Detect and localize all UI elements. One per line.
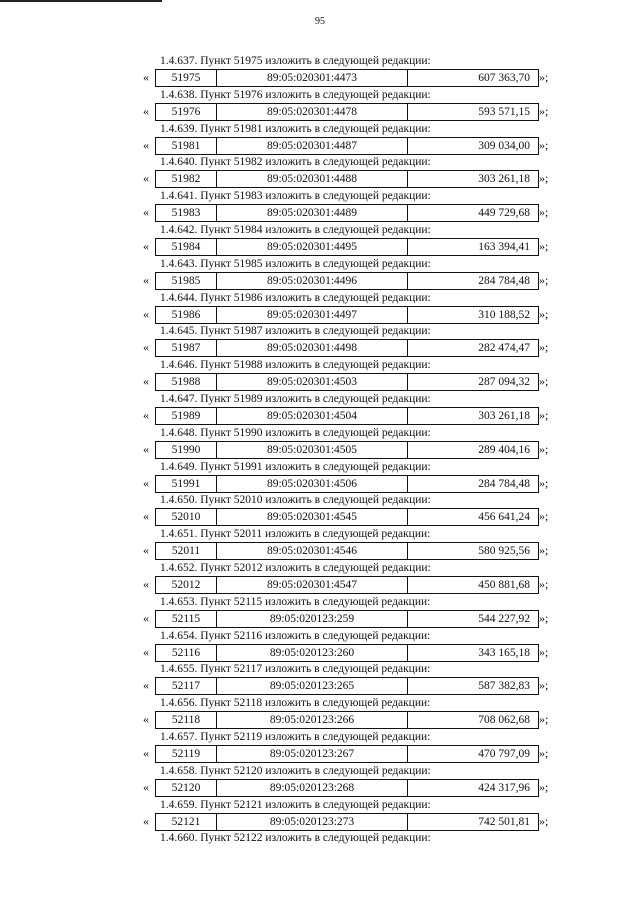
close-quote: »;: [539, 644, 549, 659]
close-quote: »;: [539, 543, 549, 558]
row-cells: [155, 576, 539, 594]
row-cells: [155, 813, 539, 831]
item-heading: 1.4.642. Пункт 51984 изложить в следующей редакции:: [160, 223, 431, 236]
close-quote: »;: [539, 441, 549, 456]
close-quote: »;: [539, 103, 549, 118]
close-quote: »;: [539, 205, 549, 220]
item-heading: 1.4.657. Пункт 52119 изложить в следующей редакции:: [160, 730, 431, 743]
item-number-cell: 52011: [156, 543, 217, 559]
amendment-item: [0, 122, 640, 156]
item-heading: 1.4.649. Пункт 51991 изложить в следующей редакции:: [160, 460, 431, 473]
row-cells: [155, 441, 539, 459]
close-quote: »;: [539, 813, 549, 828]
item-number-cell: 51989: [156, 408, 217, 424]
open-quote: «: [143, 340, 149, 355]
close-quote: »;: [539, 374, 549, 389]
open-quote: «: [143, 678, 149, 693]
close-quote: »;: [539, 272, 549, 287]
cadastral-number-cell: 89:05:020301:4547: [217, 577, 408, 593]
cadastral-number-cell: 89:05:020123:265: [217, 678, 408, 694]
close-quote: »;: [539, 137, 549, 152]
row-cells: [155, 272, 539, 290]
table-row: [143, 508, 563, 525]
item-heading: 1.4.652. Пункт 52012 изложить в следующей редакции:: [160, 561, 431, 574]
item-heading: 1.4.638. Пункт 51976 изложить в следующей редакции:: [160, 88, 431, 101]
table-row: [143, 677, 563, 694]
row-cells: [155, 508, 539, 526]
amendment-item: [0, 54, 640, 88]
cadastral-number-cell: 89:05:020123:273: [217, 814, 408, 830]
cadastral-number-cell: 89:05:020301:4498: [217, 340, 408, 356]
table-row: [143, 103, 563, 120]
close-quote: »;: [539, 509, 549, 524]
row-cells: [155, 644, 539, 662]
row-cells: [155, 170, 539, 188]
item-heading: 1.4.647. Пункт 51989 изложить в следующей редакции:: [160, 392, 431, 405]
value-cell: 287 094,32: [478, 376, 530, 389]
amendment-item: [0, 561, 640, 595]
open-quote: «: [143, 70, 149, 84]
amendment-item: [0, 629, 640, 663]
item-heading: 1.4.655. Пункт 52117 изложить в следующей редакции:: [160, 663, 431, 676]
value-cell: 424 317,96: [478, 781, 530, 794]
open-quote: «: [143, 137, 149, 152]
open-quote: «: [143, 576, 149, 591]
cadastral-number-cell: 89:05:020301:4546: [217, 543, 408, 559]
close-quote: »;: [539, 712, 549, 727]
amendment-item: [0, 764, 640, 798]
value-cell: 708 062,68: [478, 714, 530, 727]
amendment-item: [0, 358, 640, 392]
open-quote: «: [143, 306, 149, 321]
item-number-cell: 52012: [156, 577, 217, 593]
table-row: [143, 610, 563, 627]
item-heading: 1.4.637. Пункт 51975 изложить в следующей редакции:: [160, 55, 431, 67]
value-cell: 282 474,47: [478, 342, 530, 355]
item-number-cell: 52116: [156, 645, 217, 661]
cadastral-number-cell: 89:05:020301:4487: [217, 138, 408, 154]
cadastral-number-cell: 89:05:020301:4506: [217, 476, 408, 492]
value-cell: 449 729,68: [478, 207, 530, 220]
table-row: [143, 576, 563, 593]
item-number-cell: 51975: [156, 70, 217, 86]
cadastral-number-cell: 89:05:020301:4497: [217, 307, 408, 323]
row-cells: [155, 711, 539, 729]
item-heading: 1.4.658. Пункт 52120 изложить в следующей редакции:: [160, 764, 431, 777]
cadastral-number-cell: 89:05:020123:259: [217, 611, 408, 627]
item-number-cell: 52121: [156, 814, 217, 830]
close-quote: »;: [539, 306, 549, 321]
open-quote: «: [143, 374, 149, 389]
value-cell: 343 165,18: [478, 646, 530, 659]
amendment-item: [0, 730, 640, 764]
row-cells: [155, 339, 539, 357]
row-cells: [155, 238, 539, 256]
row-cells: [155, 677, 539, 695]
item-number-cell: 51987: [156, 340, 217, 356]
table-row: [143, 204, 563, 221]
item-number-cell: 51981: [156, 138, 217, 154]
value-cell: 580 925,56: [478, 545, 530, 558]
page-number: 95: [315, 16, 325, 27]
table-row: [143, 306, 563, 323]
item-number-cell: 52115: [156, 611, 217, 627]
cadastral-number-cell: 89:05:020301:4473: [217, 70, 408, 86]
open-quote: «: [143, 610, 149, 625]
close-quote: »;: [539, 779, 549, 794]
open-quote: «: [143, 813, 149, 828]
cadastral-number-cell: 89:05:020301:4504: [217, 408, 408, 424]
item-heading: 1.4.660. Пункт 52122 изложить в следующей редакции:: [160, 832, 431, 845]
open-quote: «: [143, 171, 149, 186]
cadastral-number-cell: 89:05:020123:267: [217, 746, 408, 762]
cadastral-number-cell: 89:05:020301:4489: [217, 205, 408, 221]
cadastral-number-cell: 89:05:020123:268: [217, 780, 408, 796]
item-number-cell: 52010: [156, 509, 217, 525]
value-cell: 163 394,41: [478, 240, 530, 253]
item-heading: 1.4.648. Пункт 51990 изложить в следующей редакции:: [160, 426, 431, 439]
cadastral-number-cell: 89:05:020301:4503: [217, 374, 408, 390]
row-cells: [155, 779, 539, 797]
amendment-item: [0, 155, 640, 189]
document-body: [0, 54, 640, 845]
item-heading: 1.4.651. Пункт 52011 изложить в следующей редакции:: [160, 528, 431, 541]
item-heading: 1.4.645. Пункт 51987 изложить в следующей редакции:: [160, 325, 431, 338]
open-quote: «: [143, 272, 149, 287]
open-quote: «: [143, 509, 149, 524]
cadastral-number-cell: 89:05:020301:4488: [217, 171, 408, 187]
close-quote: »;: [539, 745, 549, 760]
value-cell: 742 501,81: [478, 815, 530, 828]
item-number-cell: 51986: [156, 307, 217, 323]
table-row: [143, 272, 563, 289]
item-number-cell: 51976: [156, 104, 217, 120]
item-number-cell: 51985: [156, 273, 217, 289]
close-quote: »;: [539, 171, 549, 186]
cadastral-number-cell: 89:05:020123:260: [217, 645, 408, 661]
item-number-cell: 52120: [156, 780, 217, 796]
item-number-cell: 52119: [156, 746, 217, 762]
open-quote: «: [143, 779, 149, 794]
table-row: [143, 407, 563, 424]
row-cells: [155, 542, 539, 560]
table-row: [143, 475, 563, 492]
close-quote: »;: [539, 576, 549, 591]
cadastral-number-cell: 89:05:020301:4545: [217, 509, 408, 525]
value-cell: 470 797,09: [478, 747, 530, 760]
item-heading: 1.4.650. Пункт 52010 изложить в следующей редакции:: [160, 494, 431, 507]
amendment-item: [0, 189, 640, 223]
open-quote: «: [143, 407, 149, 422]
amendment-item: [0, 88, 640, 122]
item-heading: 1.4.643. Пункт 51985 изложить в следующей редакции:: [160, 257, 431, 270]
close-quote: »;: [539, 340, 549, 355]
close-quote: »;: [539, 678, 549, 693]
row-cells: [155, 103, 539, 121]
row-cells: [155, 745, 539, 763]
row-cells: [155, 306, 539, 324]
table-row: [143, 238, 563, 255]
cadastral-number-cell: 89:05:020301:4496: [217, 273, 408, 289]
value-cell: 607 363,70: [478, 72, 530, 84]
amendment-item: [0, 223, 640, 257]
table-row: [143, 441, 563, 458]
amendment-item: [0, 460, 640, 494]
value-cell: 303 261,18: [478, 173, 530, 186]
item-heading: 1.4.640. Пункт 51982 изложить в следующей редакции:: [160, 156, 431, 169]
item-heading: 1.4.646. Пункт 51988 изложить в следующей редакции:: [160, 359, 431, 372]
row-cells: [155, 204, 539, 222]
open-quote: «: [143, 475, 149, 490]
value-cell: 593 571,15: [478, 105, 530, 118]
value-cell: 544 227,92: [478, 612, 530, 625]
item-heading: 1.4.654. Пункт 52116 изложить в следующей редакции:: [160, 629, 431, 642]
table-row: [143, 813, 563, 830]
cadastral-number-cell: 89:05:020301:4505: [217, 442, 408, 458]
amendment-item: [0, 257, 640, 291]
amendment-item: [0, 798, 640, 832]
amendment-item: [0, 527, 640, 561]
value-cell: 284 784,48: [478, 274, 530, 287]
value-cell: 450 881,68: [478, 578, 530, 591]
close-quote: »;: [539, 238, 549, 253]
value-cell: 289 404,16: [478, 443, 530, 456]
cadastral-number-cell: 89:05:020301:4495: [217, 239, 408, 255]
row-cells: [155, 69, 539, 87]
table-row: [143, 711, 563, 728]
table-row: [143, 373, 563, 390]
open-quote: «: [143, 103, 149, 118]
open-quote: «: [143, 205, 149, 220]
close-quote: »;: [539, 407, 549, 422]
amendment-item: [0, 291, 640, 325]
item-number-cell: 51991: [156, 476, 217, 492]
value-cell: 456 641,24: [478, 511, 530, 524]
table-row: [143, 745, 563, 762]
row-cells: [155, 137, 539, 155]
table-row: [143, 339, 563, 356]
value-cell: 284 784,48: [478, 477, 530, 490]
item-heading: 1.4.639. Пункт 51981 изложить в следующей редакции:: [160, 122, 431, 135]
cadastral-number-cell: 89:05:020123:266: [217, 712, 408, 728]
top-rule: [0, 0, 162, 2]
item-heading: 1.4.653. Пункт 52115 изложить в следующей редакции:: [160, 595, 431, 608]
item-number-cell: 52117: [156, 678, 217, 694]
table-row: [143, 69, 563, 86]
amendment-item: [0, 662, 640, 696]
open-quote: «: [143, 543, 149, 558]
amendment-item: [0, 426, 640, 460]
cadastral-number-cell: 89:05:020301:4478: [217, 104, 408, 120]
table-row: [143, 644, 563, 661]
open-quote: «: [143, 712, 149, 727]
open-quote: «: [143, 441, 149, 456]
open-quote: «: [143, 745, 149, 760]
table-row: [143, 137, 563, 154]
amendment-item: [0, 595, 640, 629]
item-number-cell: 51984: [156, 239, 217, 255]
table-row: [143, 779, 563, 796]
row-cells: [155, 373, 539, 391]
value-cell: 310 188,52: [478, 308, 530, 321]
value-cell: 303 261,18: [478, 409, 530, 422]
value-cell: 587 382,83: [478, 680, 530, 693]
amendment-item: [0, 324, 640, 358]
table-row: [143, 542, 563, 559]
item-number-cell: 52118: [156, 712, 217, 728]
item-heading: 1.4.641. Пункт 51983 изложить в следующей редакции:: [160, 190, 431, 203]
value-cell: 309 034,00: [478, 139, 530, 152]
item-heading: 1.4.659. Пункт 52121 изложить в следующей редакции:: [160, 798, 431, 811]
table-row: [143, 170, 563, 187]
amendment-item: [0, 696, 640, 730]
item-number-cell: 51983: [156, 205, 217, 221]
item-heading: 1.4.644. Пункт 51986 изложить в следующей редакции:: [160, 291, 431, 304]
item-number-cell: 51982: [156, 171, 217, 187]
amendment-item: [0, 493, 640, 527]
row-cells: [155, 610, 539, 628]
open-quote: «: [143, 238, 149, 253]
amendment-item: [0, 392, 640, 426]
row-cells: [155, 475, 539, 493]
close-quote: »;: [539, 610, 549, 625]
close-quote: »;: [539, 70, 549, 84]
item-number-cell: 51988: [156, 374, 217, 390]
close-quote: »;: [539, 475, 549, 490]
open-quote: «: [143, 644, 149, 659]
item-number-cell: 51990: [156, 442, 217, 458]
row-cells: [155, 407, 539, 425]
item-heading: 1.4.656. Пункт 52118 изложить в следующей редакции:: [160, 697, 431, 710]
